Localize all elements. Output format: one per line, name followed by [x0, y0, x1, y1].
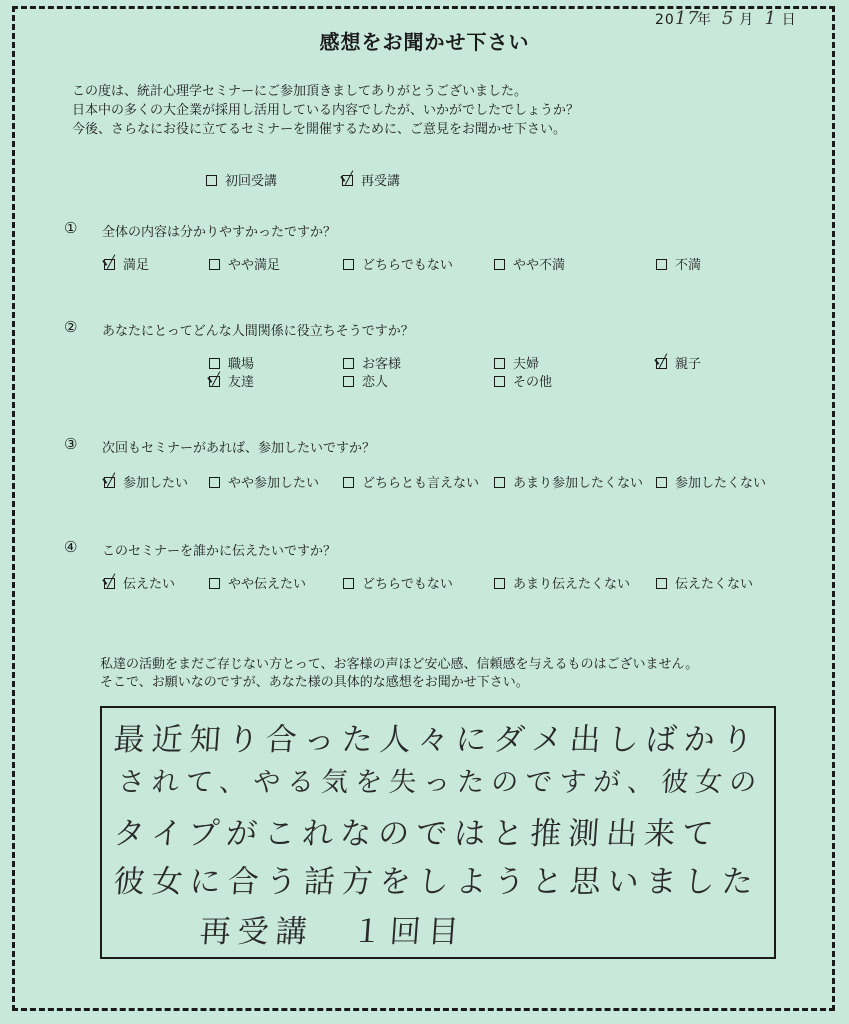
question-text: 全体の内容は分かりやすかったですか？: [102, 225, 337, 240]
prompt-line: 私達の活動をまだご存じない方とって、お客様の声ほど安心感、信頼感を与えるものはございません。: [100, 657, 699, 672]
question-text: 次回もセミナーがあれば、参加したいですか？: [102, 441, 376, 456]
checkbox[interactable]: [494, 358, 505, 369]
checkbox-checked[interactable]: [656, 358, 667, 369]
question-text: このセミナーを誰かに伝えたいですか？: [102, 544, 337, 559]
checkbox[interactable]: [494, 376, 505, 387]
q1-option[interactable]: 不満: [656, 254, 701, 273]
checkbox[interactable]: [343, 578, 354, 589]
q2-option[interactable]: お客様: [343, 353, 401, 372]
q4-option[interactable]: どちらでもない: [343, 573, 453, 592]
month-label: 月: [739, 12, 755, 28]
q1-option[interactable]: どちらでもない: [343, 254, 453, 273]
checkbox[interactable]: [656, 477, 667, 488]
q4-option[interactable]: 伝えたい: [104, 573, 175, 592]
intro-text: [72, 82, 579, 139]
checkbox[interactable]: [656, 259, 667, 270]
checkbox-checked[interactable]: [104, 578, 115, 589]
question-number: ④: [64, 538, 78, 556]
attendance-repeat-option[interactable]: 再受講: [342, 170, 400, 189]
q2-option[interactable]: 友達: [209, 371, 254, 390]
handwritten-line: 彼女に合う話方をしようと思いました: [112, 864, 762, 900]
checkbox[interactable]: [209, 578, 220, 589]
q2-option[interactable]: 職場: [209, 353, 254, 372]
month-handwritten: 5: [722, 8, 735, 29]
q2-option[interactable]: 恋人: [343, 371, 388, 390]
question-number: ③: [64, 435, 78, 453]
q1-option[interactable]: やや不満: [494, 254, 565, 273]
q4-option[interactable]: あまり伝えたくない: [494, 573, 630, 592]
checkbox[interactable]: [494, 259, 505, 270]
q3-option[interactable]: やや参加したい: [209, 472, 319, 491]
q4-option[interactable]: やや伝えたい: [209, 573, 306, 592]
checkbox[interactable]: [494, 578, 505, 589]
feedback-prompt: [100, 656, 698, 692]
page-title: 感想をお聞かせ下さい: [319, 30, 530, 54]
handwritten-line: 再受講 １回目: [198, 914, 468, 950]
year-prefix: 20: [655, 12, 675, 28]
q1-option[interactable]: 満足: [104, 254, 149, 273]
q3-option[interactable]: 参加したくない: [656, 472, 766, 491]
question-text: あなたにとってどんな人間関係に役立ちそうですか？: [102, 324, 414, 339]
q3-option[interactable]: あまり参加したくない: [494, 472, 643, 491]
checkbox[interactable]: [343, 477, 354, 488]
year-label: 年: [696, 12, 712, 28]
q1-option[interactable]: やや満足: [209, 254, 280, 273]
handwritten-line: タイプがこれなのではと推測出来て: [112, 816, 722, 852]
question-number: ①: [64, 219, 78, 237]
checkbox[interactable]: [206, 175, 217, 186]
handwritten-line: 最近知り合った人々にダメ出しばかり: [112, 722, 762, 758]
checkbox[interactable]: [209, 358, 220, 369]
checkbox[interactable]: [494, 477, 505, 488]
day-handwritten: 1: [764, 8, 777, 29]
checkbox[interactable]: [343, 259, 354, 270]
checkbox-checked[interactable]: [104, 259, 115, 270]
q2-option[interactable]: その他: [494, 371, 552, 390]
year-handwritten: 17: [674, 8, 700, 29]
checkbox[interactable]: [209, 259, 220, 270]
intro-line: この度は、統計心理学セミナーにご参加頂きましてありがとうございました。: [72, 84, 528, 99]
q2-option[interactable]: 夫婦: [494, 353, 539, 372]
checkbox-checked[interactable]: [209, 376, 220, 387]
checkbox[interactable]: [343, 358, 354, 369]
q2-option[interactable]: 親子: [656, 353, 701, 372]
prompt-line: そこで、お願いなのですが、あなた様の具体的な感想をお聞かせ下さい。: [100, 675, 529, 690]
day-label: 日: [781, 12, 797, 28]
q4-option[interactable]: 伝えたくない: [656, 573, 753, 592]
checkbox[interactable]: [343, 376, 354, 387]
feedback-answer-box[interactable]: [100, 706, 776, 959]
q3-option[interactable]: 参加したい: [104, 472, 188, 491]
checkbox[interactable]: [209, 477, 220, 488]
intro-line: 日本中の多くの大企業が採用し活用している内容でしたが、いかがでしたでしょうか？: [72, 103, 580, 118]
checkbox-checked[interactable]: [342, 175, 353, 186]
handwritten-line: されて、やる気を失ったのですが、彼女の: [116, 767, 765, 798]
question-number: ②: [64, 318, 78, 336]
checkbox[interactable]: [656, 578, 667, 589]
intro-line: 今後、さらなにお役に立てるセミナーを開催するために、ご意見をお聞かせ下さい。: [72, 122, 567, 137]
q3-option[interactable]: どちらとも言えない: [343, 472, 479, 491]
attendance-first-option[interactable]: 初回受講: [206, 170, 277, 189]
checkbox-checked[interactable]: [104, 477, 115, 488]
